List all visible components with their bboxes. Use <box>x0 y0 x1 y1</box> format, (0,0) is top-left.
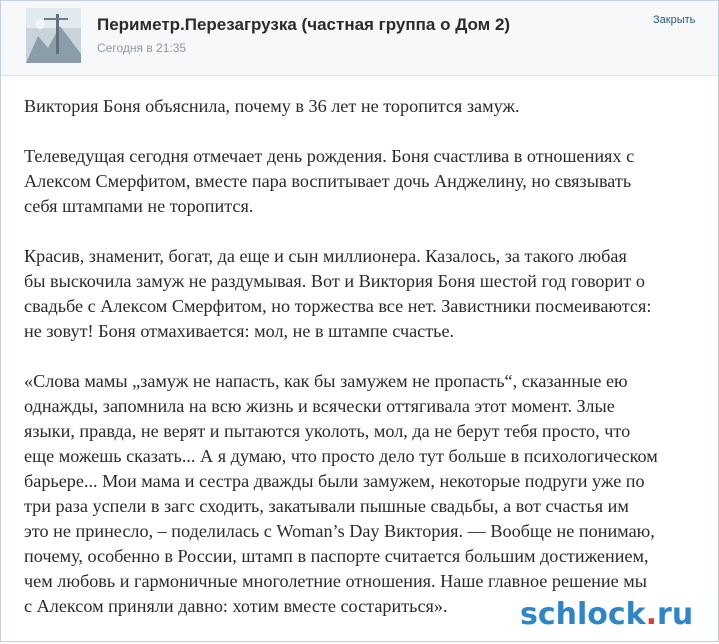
watermark-tld: ru <box>657 597 694 632</box>
post-header <box>1 1 718 76</box>
post-text-line: Телеведущая сегодня отмечает день рождения. Боня счастлива в отношениях с <box>24 146 635 166</box>
post-text-line: свадьбе с Алексом Смерфитом, но торжества все нет. Завистники посмеиваются: <box>24 296 652 316</box>
post-text-line: бы выскочила замуж не раздумывая. Вот и Виктория Боня шестой год говорит о <box>24 271 645 291</box>
watermark-dot: . <box>645 597 658 632</box>
post-text-line: однажды, запомнила на всю жизнь и всячески оттягивала этот момент. Злые <box>24 396 615 416</box>
post-text-line: себя штампами не торопится. <box>24 196 254 216</box>
group-avatar[interactable] <box>26 8 81 63</box>
post-text-line: не зовут! Боня отмахивается: мол, не в штампе счастье. <box>24 321 455 341</box>
post-text-line: еще можешь сказать... А я думаю, что просто дело тут больше в психологическом <box>24 446 658 466</box>
post-timestamp[interactable]: Сегодня в 21:35 <box>97 41 187 55</box>
post-paragraph <box>24 369 704 619</box>
post-text-line: языки, правда, не верят и пытаются уколоть, мол, да не берут тебя просто, что <box>24 421 631 441</box>
group-avatar-photo-icon <box>26 8 81 63</box>
post-text-line: «Слова мамы „замуж не напасть, как бы замужем не пропасть“, сказанные ею <box>24 371 628 391</box>
post-paragraph <box>24 244 704 344</box>
post-text-line: барьере... Мои мама и сестра дважды были замужем, некоторые подруги уже по <box>24 471 645 491</box>
post-text-line: с Алексом приняли давно: хотим вместе состариться». <box>24 596 448 616</box>
post-body <box>24 94 704 644</box>
close-button[interactable]: Закрыть <box>653 14 696 26</box>
post-paragraph <box>24 144 704 219</box>
post-text-line: Виктория Боня объяснила, почему в 36 лет не торопится замуж. <box>24 96 520 116</box>
post-paragraph <box>24 94 704 119</box>
group-title[interactable]: Периметр.Перезагрузка (частная группа о Дом 2) <box>97 15 511 34</box>
post-text-line: Алексом Смерфитом, вместе пара воспитывает дочь Анджелину, но связывать <box>24 171 632 191</box>
site-watermark <box>514 597 693 632</box>
post-text-line: три раза успели в загс сходить, закатывали пышные свадьбы, а вот счастья им <box>24 496 629 516</box>
post-text-line: это не принесло, – поделилась с Woman’s Day Виктория. — Вообще не понимаю, <box>24 521 655 541</box>
post-text-line: чем любовь и гармоничные многолетние отношения. Наше главное решение мы <box>24 571 647 591</box>
watermark-name: schlock <box>520 597 646 632</box>
post-text-line: Красив, знаменит, богат, да еще и сын миллионера. Казалось, за такого любая <box>24 246 627 266</box>
post-text-line: почему, особенно в России, штамп в паспорте считается большим достижением, <box>24 546 649 566</box>
